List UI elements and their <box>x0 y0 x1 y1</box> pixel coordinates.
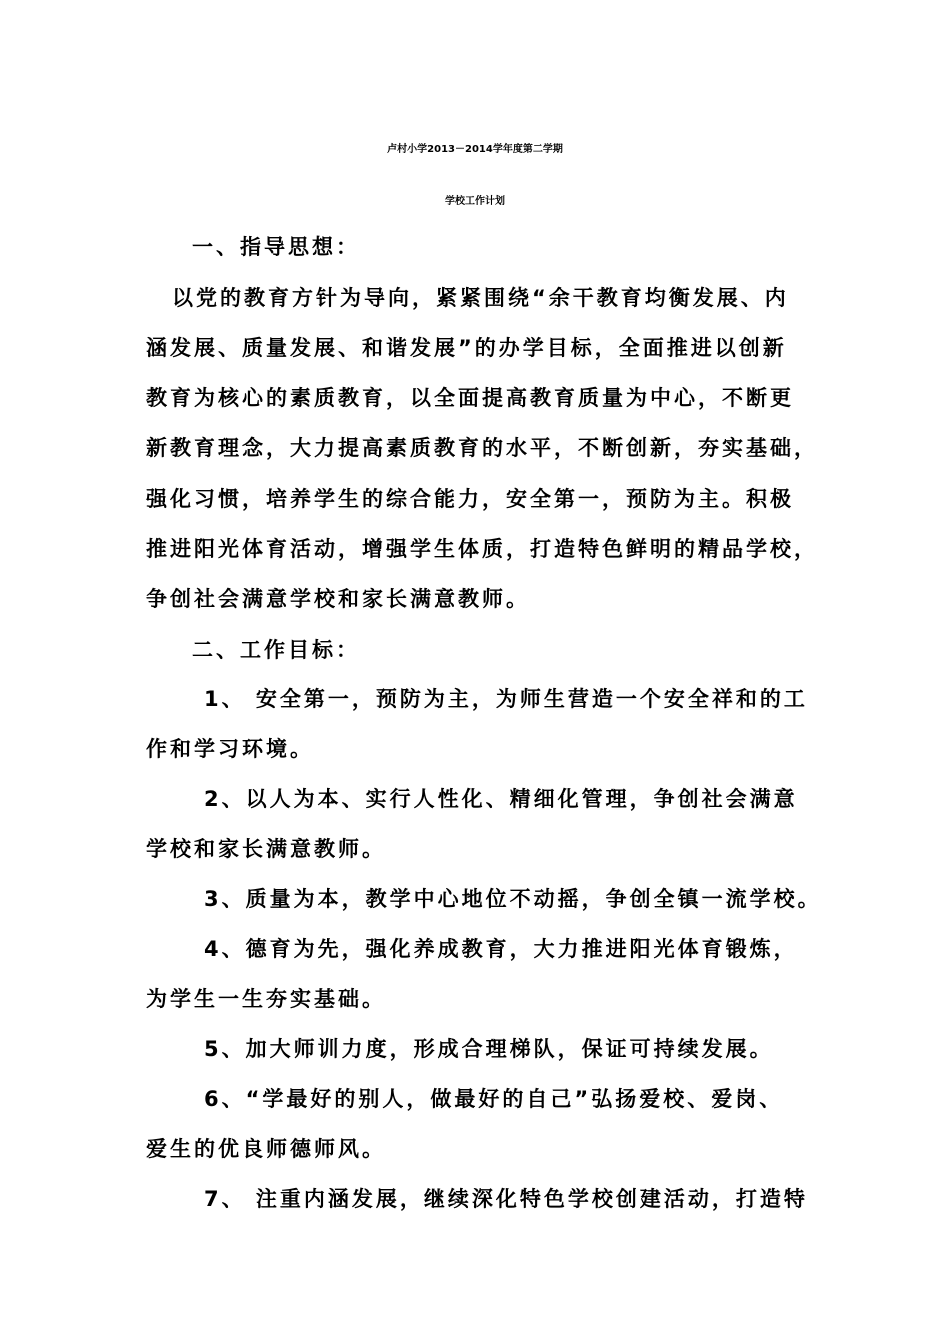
goal-line: 作和学习环境。 <box>146 737 314 761</box>
paragraph-line: 新教育理念，大力提高素质教育的水平，不断创新，夯实基础， <box>146 436 818 460</box>
goal-line: 1、 安全第一，预防为主，为师生营造一个安全祥和的工 <box>204 687 808 711</box>
goal-line: 4、德育为先，强化养成教育，大力推进阳光体育锻炼， <box>204 937 798 961</box>
document-title-line-1: 卢村小学2013－2014学年度第二学期 <box>387 144 563 155</box>
paragraph-line: 以党的教育方针为导向，紧紧围绕“余干教育均衡发展、内 <box>172 286 789 310</box>
goal-line: 7、 注重内涵发展，继续深化特色学校创建活动，打造特 <box>204 1187 808 1211</box>
goal-line: 3、质量为本，教学中心地位不动摇，争创全镇一流学校。 <box>204 887 822 911</box>
section-heading-guiding-ideology: 一、指导思想： <box>192 235 360 259</box>
document-title-line-2: 学校工作计划 <box>445 196 505 207</box>
paragraph-line: 争创社会满意学校和家长满意教师。 <box>146 587 530 611</box>
paragraph-line: 涵发展、质量发展、和谐发展”的办学目标，全面推进以创新 <box>146 336 787 360</box>
goal-line: 学校和家长满意教师。 <box>146 837 386 861</box>
goal-line: 6、“学最好的别人，做最好的自己”弘扬爱校、爱岗、 <box>204 1087 784 1111</box>
paragraph-line: 教育为核心的素质教育，以全面提高教育质量为中心，不断更 <box>146 386 794 410</box>
goal-line: 5、加大师训力度，形成合理梯队，保证可持续发展。 <box>204 1037 774 1061</box>
section-heading-work-goals: 二、工作目标： <box>192 638 360 662</box>
goal-line: 为学生一生夯实基础。 <box>146 987 386 1011</box>
paragraph-line: 强化习惯，培养学生的综合能力，安全第一，预防为主。积极 <box>146 487 794 511</box>
goal-line: 爱生的优良师德师风。 <box>146 1137 386 1161</box>
goal-line: 2、以人为本、实行人性化、精细化管理，争创社会满意 <box>204 787 798 811</box>
paragraph-line: 推进阳光体育活动，增强学生体质，打造特色鲜明的精品学校， <box>146 537 818 561</box>
